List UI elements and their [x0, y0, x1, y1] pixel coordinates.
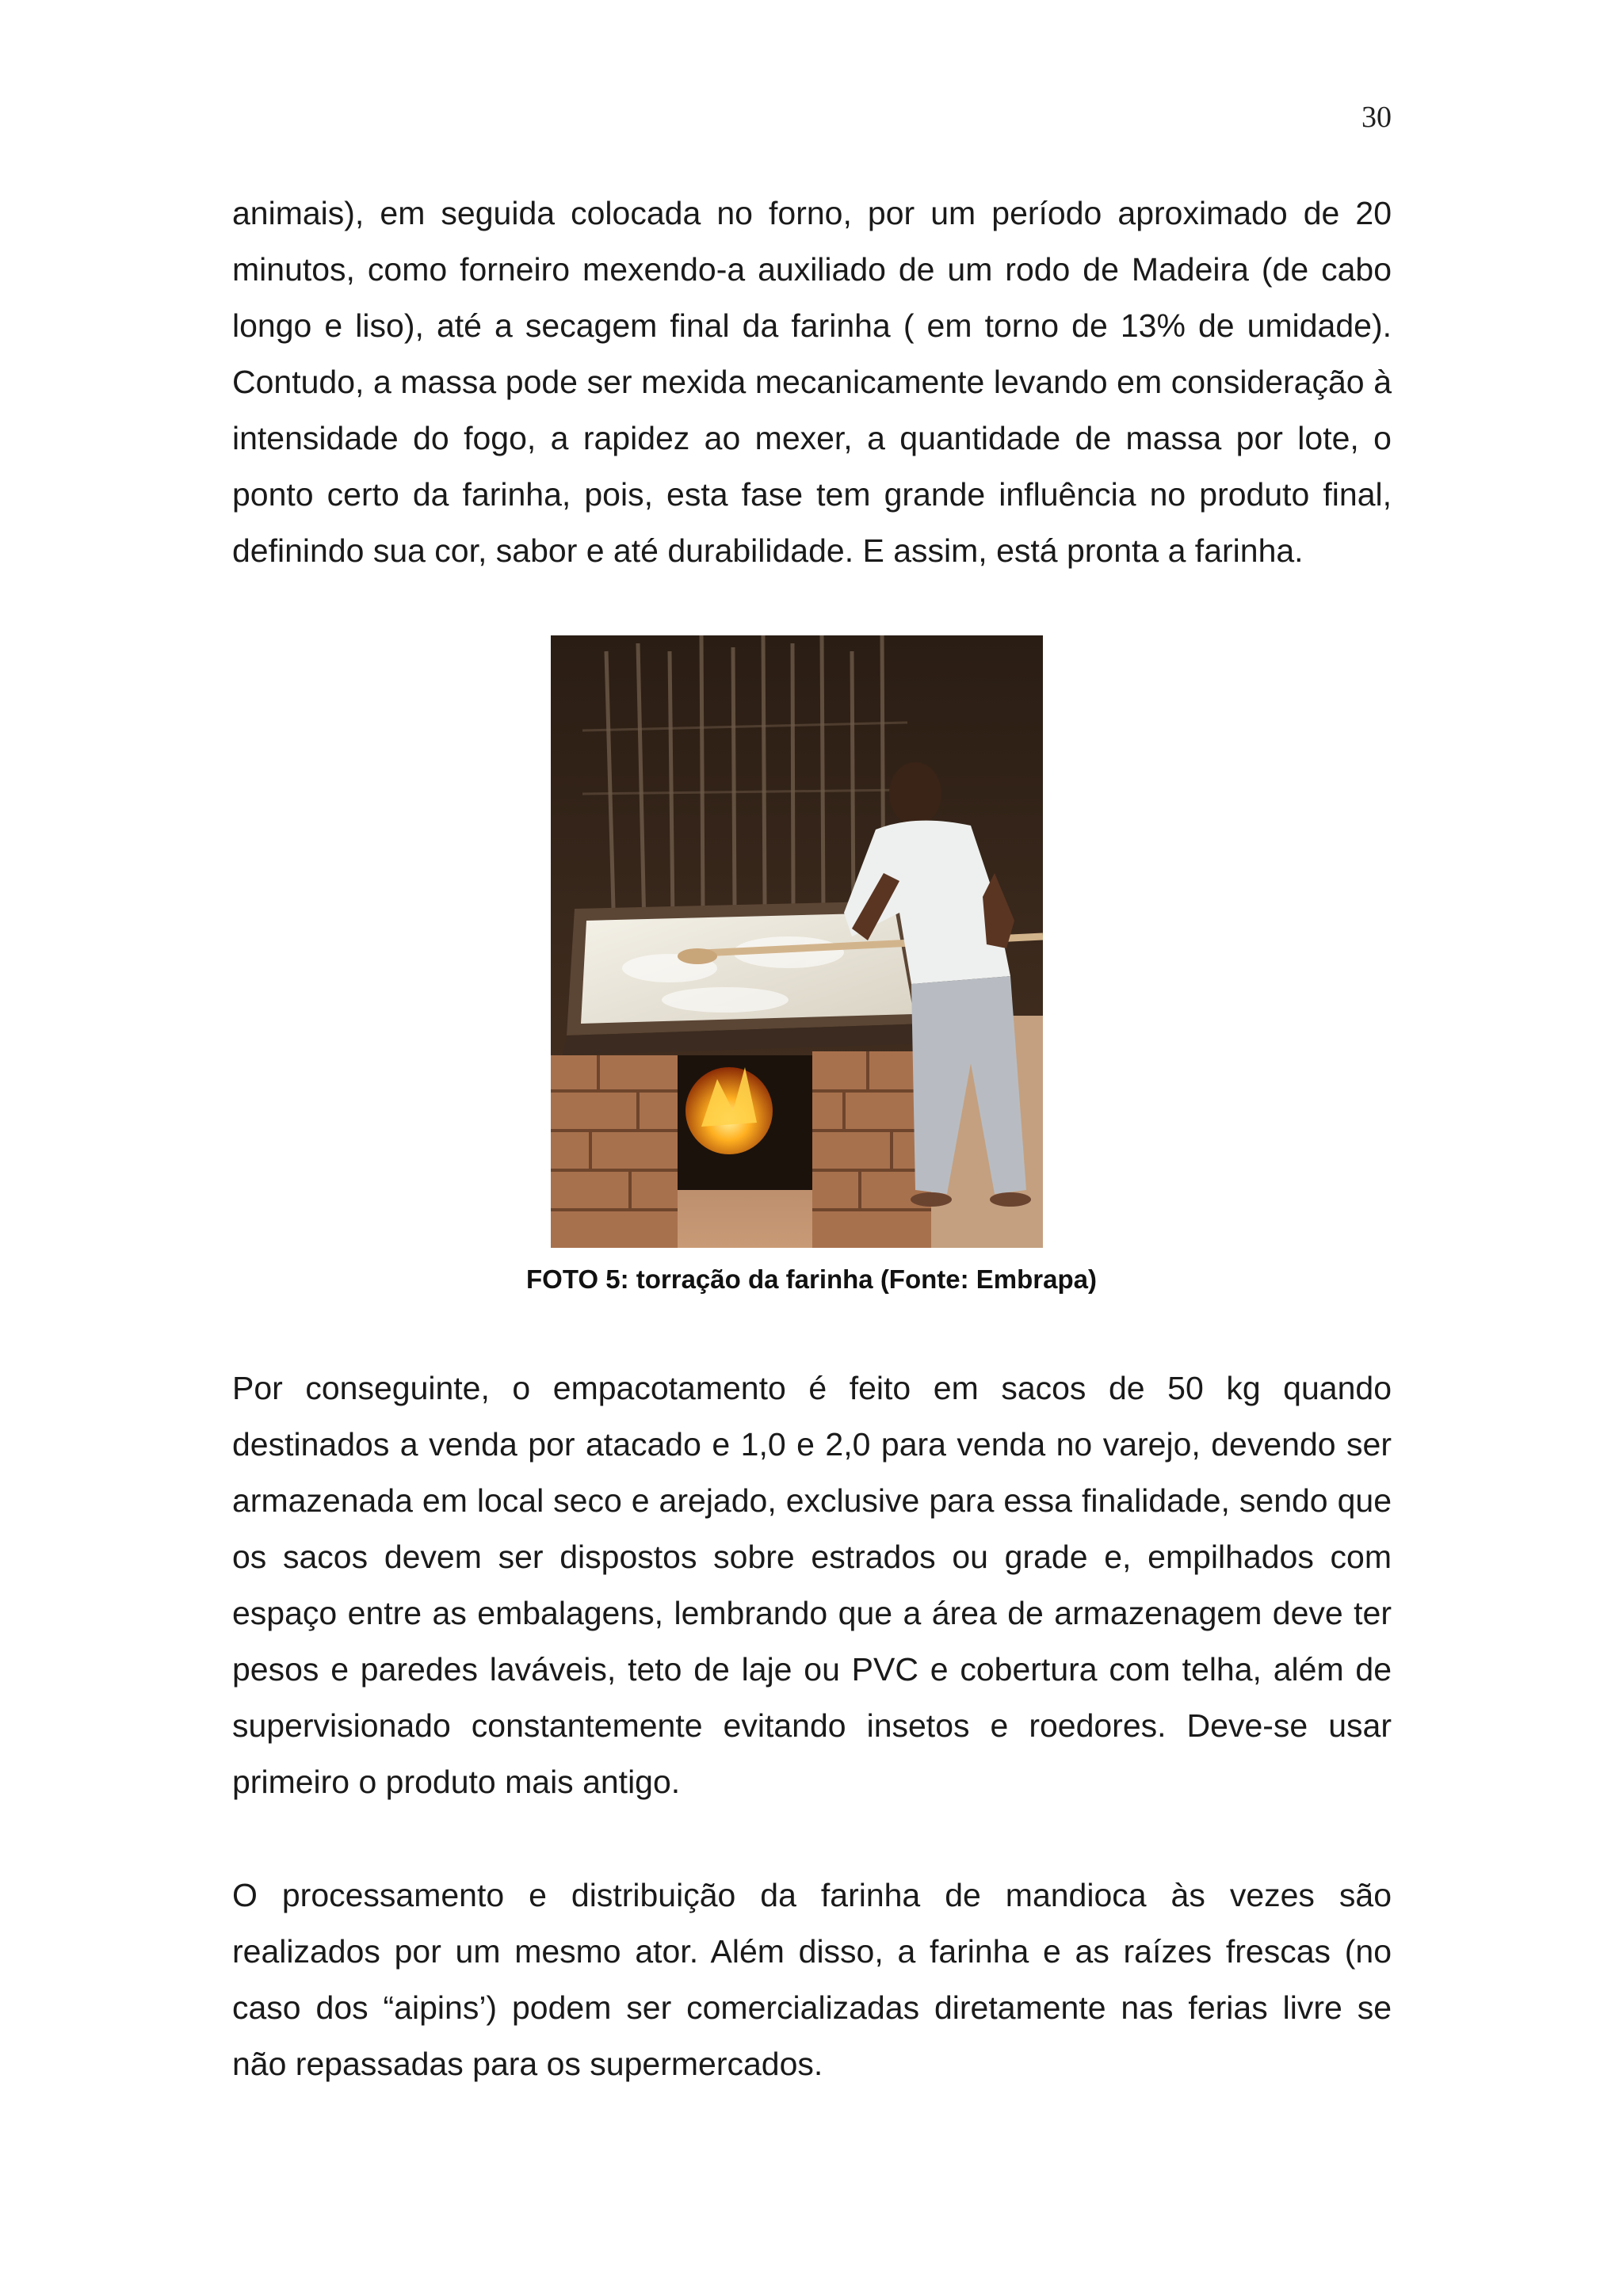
page-number: 30	[1361, 101, 1392, 134]
photo-caption: FOTO 5: torração da farinha (Fonte: Embrapa)	[526, 1264, 1097, 1294]
paragraph-3: O processamento e distribuição da farinha de mandioca às vezes são realizados por um mesmo ator. Além disso, a farinha e as raízes frescas (no caso dos “aipins’) podem ser comercializadas diretamente nas ferias livre se não repassadas para os supermercados.	[232, 1877, 1392, 2082]
paragraph-2: Por conseguinte, o empacotamento é feito em sacos de 50 kg quando destinados a venda por atacado e 1,0 e 2,0 para venda no varejo, devendo ser armazenada em local seco e arejado, exclusive para essa finalidade, sendo que os sacos devem ser dispostos sobre estrados ou grade e, empilhados com espaço entre as embalagens, lembrando que a área de armazenagem deve ter pesos e paredes laváveis, teto de laje ou PVC e cobertura com telha, além de supervisionado constantemente evitando insetos e roedores. Deve-se usar primeiro o produto mais antigo.	[232, 1370, 1392, 1800]
photo-flour-roasting	[551, 635, 1043, 1248]
paragraph-1: animais), em seguida colocada no forno, por um período aproximado de 20 minutos, como forneiro mexendo-a auxiliado de um rodo de Madeira (de cabo longo e liso), até a secagem final da farinha ( em torno de 13% de umidade). Contudo, a massa pode ser mexida mecanicamente levando em consideração à intensidade do fogo, a rapidez ao mexer, a quantidade de massa por lote, o ponto certo da farinha, pois, esta fase tem grande influência no produto final, definindo sua cor, sabor e até durabilidade. E assim, está pronta a farinha.	[232, 195, 1392, 569]
